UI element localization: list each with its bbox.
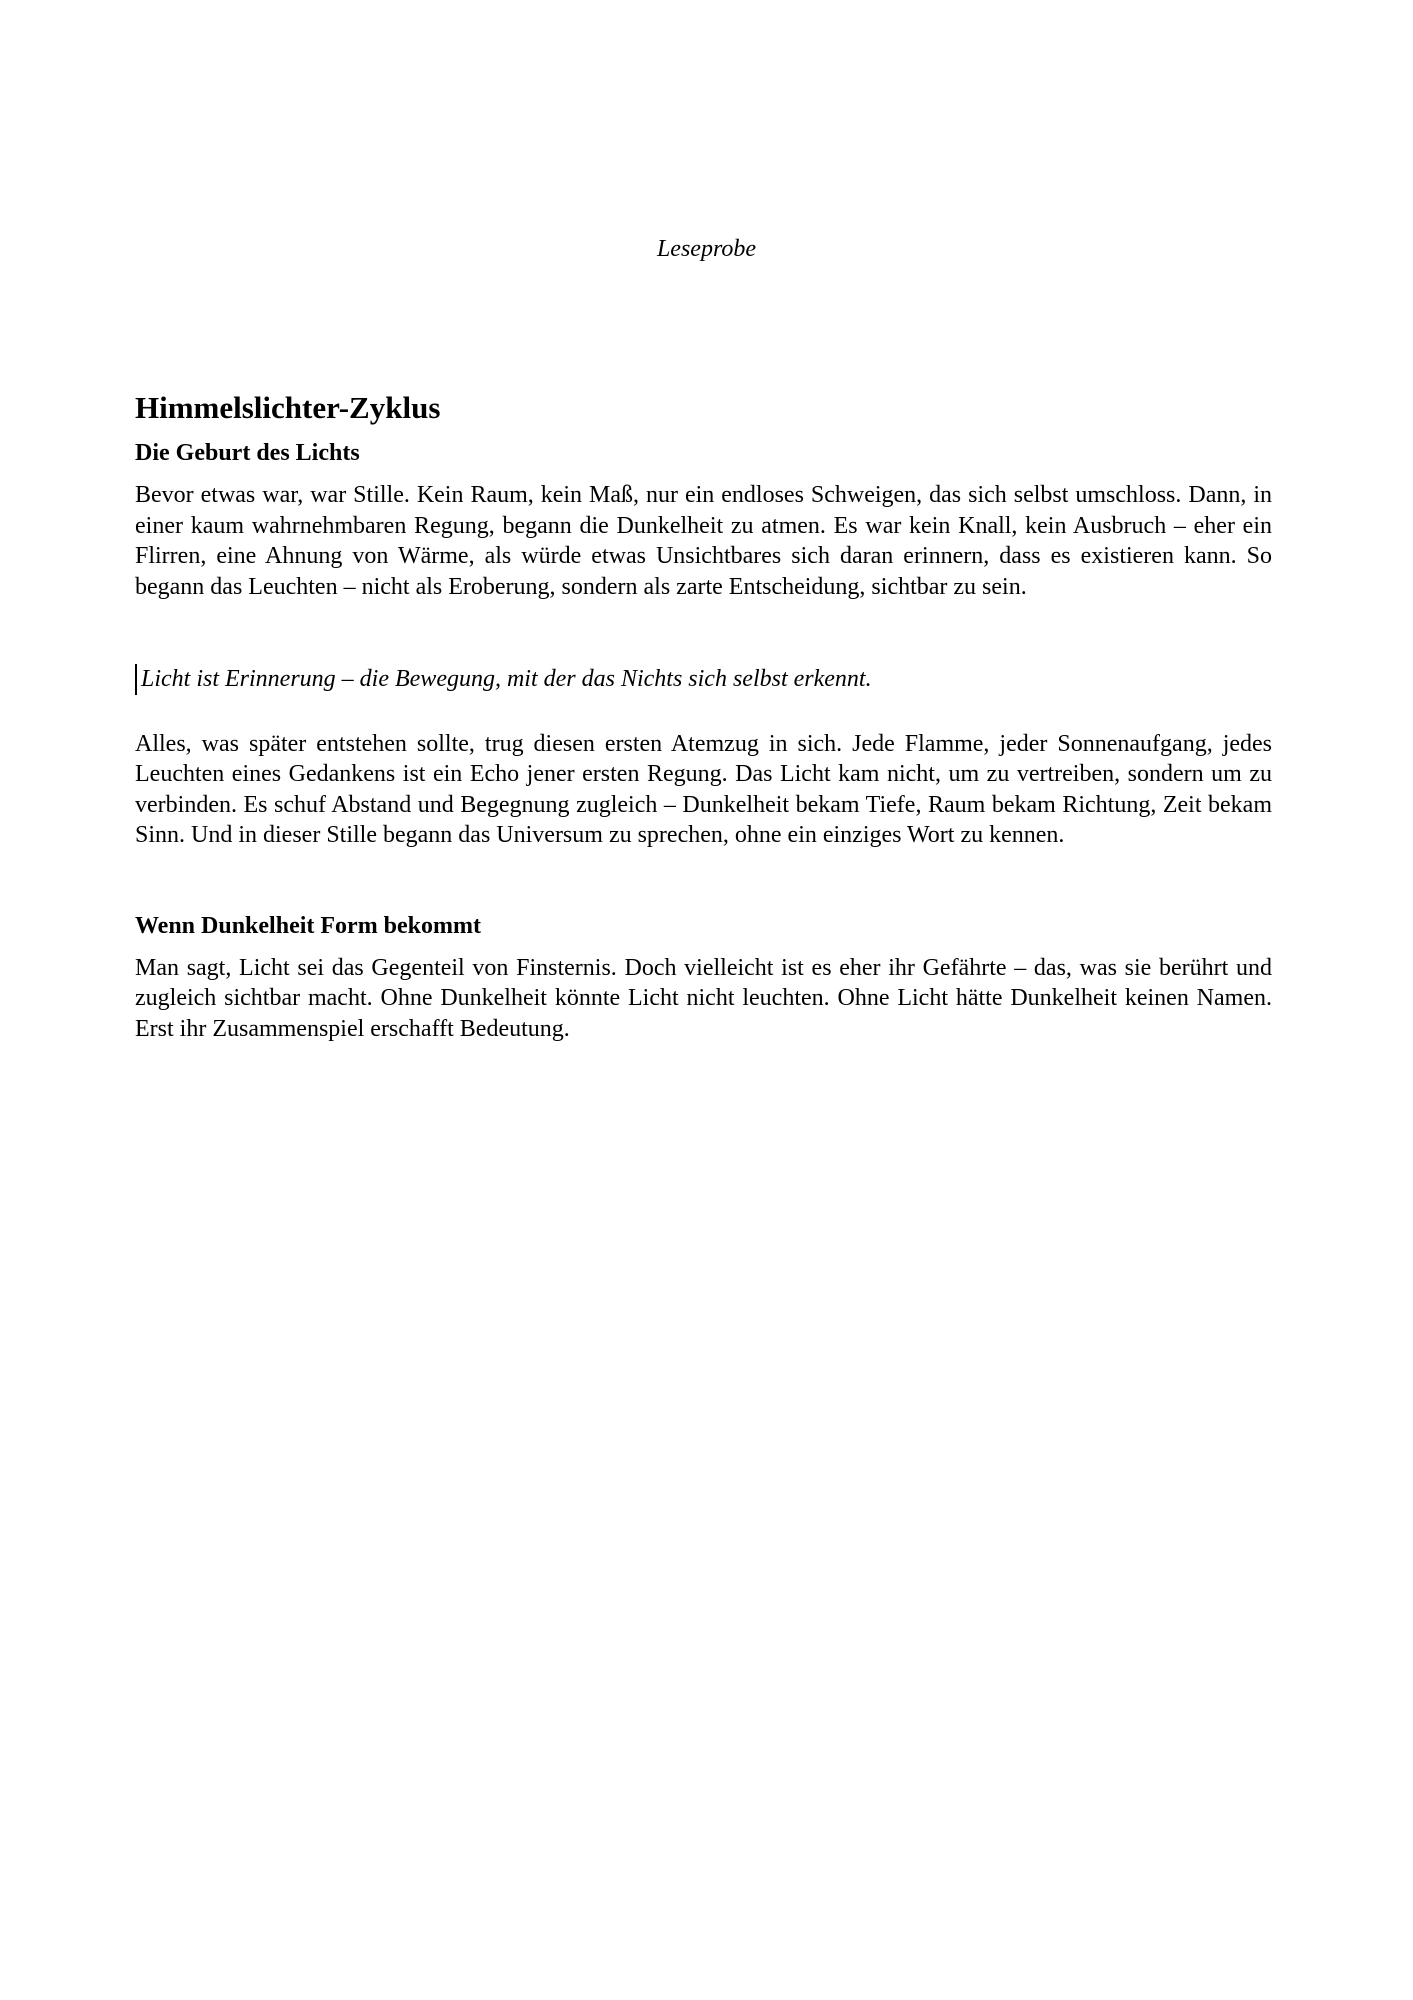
document-body: [135, 388, 1272, 1044]
section-heading: Die Geburt des Lichts: [135, 440, 360, 466]
body-paragraph: Bevor etwas war, war Stille. Kein Raum, kein Maß, nur ein endloses Schweigen, das sich selbst umschloss. Dann, in einer kaum wahrnehmbaren Regung, begann die Dunkelheit zu atmen. Es war kein Knall, kein Ausbruch – eher ein Flirren, eine Ahnung von Wärme, als würde etwas Unsichtbares sich daran erinnern, dass es existieren kann. So begann das Leuchten – nicht als Eroberung, sondern als zarte Entscheidung, sichtbar zu sein.: [135, 482, 1272, 600]
quote-text[interactable]: Licht ist Erinnerung – die Bewegung, mit der das Nichts sich selbst erkennt.: [135, 664, 1272, 695]
document-title: Himmelslichter-Zyklus: [135, 390, 441, 425]
body-paragraph: Man sagt, Licht sei das Gegenteil von Finsternis. Doch vielleicht ist es eher ihr Gefährte – das, was sie berührt und zugleich sichtbar macht. Ohne Dunkelheit könnte Licht nicht leuchten. Ohne Licht hätte Dunkelheit keinen Namen. Erst ihr Zusammenspiel erschafft Bedeutung.: [135, 954, 1272, 1042]
page-header: Leseprobe: [656, 236, 757, 262]
body-paragraph: Alles, was später entstehen sollte, trug diesen ersten Atemzug in sich. Jede Flamme, jeder Sonnenaufgang, jedes Leuchten eines Gedankens ist ein Echo jener ersten Regung. Das Licht kam nicht, um zu vertreiben, sondern um zu verbinden. Es schuf Abstand und Begegnung zugleich – Dunkelheit bekam Tiefe, Raum bekam Richtung, Zeit bekam Sinn. Und in dieser Stille begann das Universum zu sprechen, ohne ein einziges Wort zu kennen.: [135, 730, 1272, 848]
section-heading: Wenn Dunkelheit Form bekommt: [135, 912, 482, 939]
